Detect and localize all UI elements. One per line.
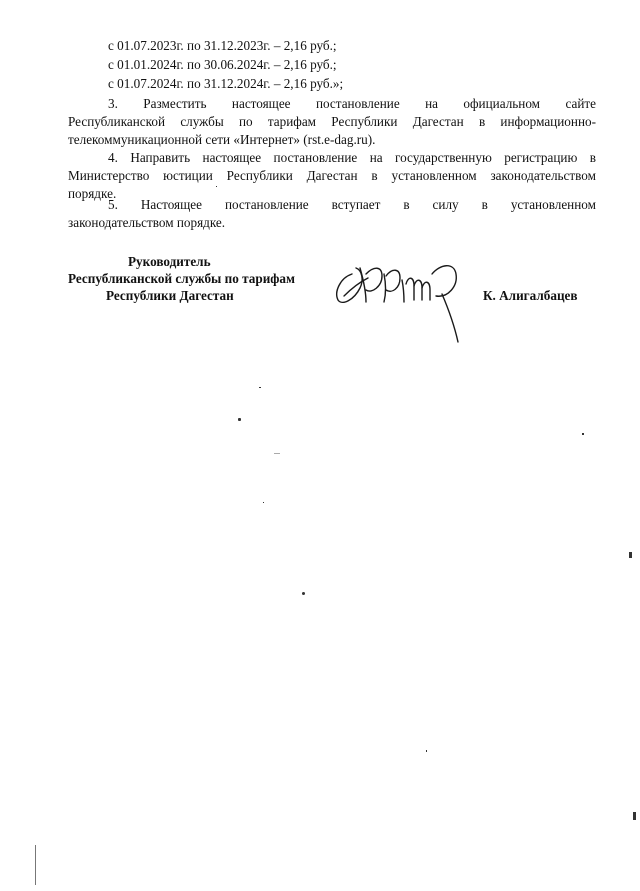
scan-speck: [629, 552, 632, 558]
signatory-name: К. Алигалбацев: [483, 288, 578, 303]
scan-speck: [274, 453, 280, 454]
scan-speck: [426, 750, 427, 752]
item3-line1: 3. Разместить настоящее постановление на официальном сайте: [108, 96, 596, 111]
signatory-title-line2: Республиканской службы по тарифам: [68, 271, 295, 286]
handwritten-signature: [330, 244, 465, 349]
item4-line1: 4. Направить настоящее постановление на государственную регистрацию в: [108, 150, 596, 165]
scan-edge-line: [35, 845, 36, 885]
signatory-title-line1: Руководитель: [128, 254, 211, 269]
item4-line2: Министерство юстиции Республики Дагестан в установленном законодательством: [68, 168, 596, 183]
scan-speck: [259, 387, 261, 388]
scan-speck: [582, 433, 584, 435]
scan-speck: [263, 502, 264, 503]
item3-line2: Республиканской службы по тарифам Республики Дагестан в информационно-: [68, 114, 596, 129]
scan-speck: [216, 186, 217, 187]
scan-speck: [633, 812, 636, 820]
item5-line1: 5. Настоящее постановление вступает в силу в установленном: [108, 197, 596, 212]
signatory-title-line3: Республики Дагестан: [106, 288, 234, 303]
tariff-line-3: с 01.07.2024г. по 31.12.2024г. – 2,16 руб.»;: [108, 76, 344, 91]
scan-speck: [302, 592, 305, 595]
tariff-line-2: с 01.01.2024г. по 30.06.2024г. – 2,16 руб.;: [108, 57, 337, 72]
item4-line3: порядке.: [68, 186, 117, 201]
tariff-line-1: с 01.07.2023г. по 31.12.2023г. – 2,16 руб.;: [108, 38, 337, 53]
scan-speck: [238, 418, 241, 421]
item5-line2: законодательством порядке.: [68, 215, 226, 230]
item3-line3: телекоммуникационной сети «Интернет» (rst.e-dag.ru).: [68, 132, 376, 147]
